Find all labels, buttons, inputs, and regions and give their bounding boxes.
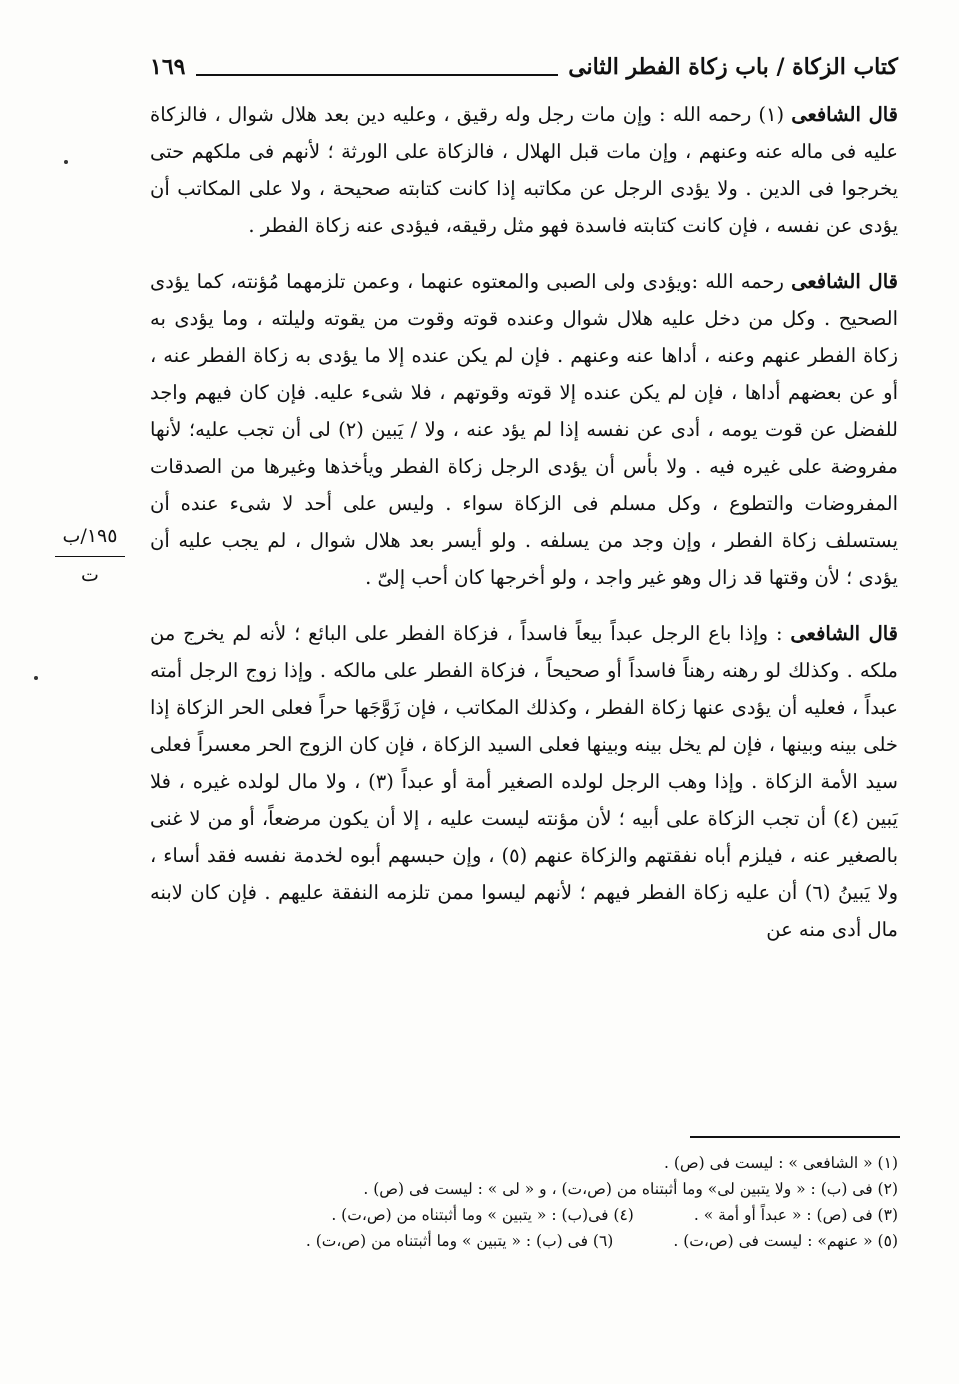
footnote-4: (٤) فى(ب) : « يتبين » وما أثبتناه من (ص،ت) . (331, 1206, 634, 1224)
main-text (150, 96, 898, 967)
footnote-row (150, 1176, 898, 1202)
paragraph-3 (150, 615, 898, 948)
paragraph-text: (١) رحمه الله : وإن مات رجل وله رقيق ، وعليه دين بعد هلال شوال ، فالزكاة عليه فى ماله عنه وعنهم ، وإن مات قبل الهلال ، فالزكاة على الورثة ؛ لأنهم فى ملكهم حتى يخرجوا فى الدين . ولا يؤدى الرجل عن مكاتبه إذا كانت كتابته صحيحة ، ولا على المكاتب أن يؤدى عن نفسه ، فإن كانت كتابته فاسدة فهو مثل رقيقه، فيؤدى عنه زكاة الفطر . (150, 103, 898, 237)
scan-speck (34, 676, 38, 680)
footnote-row (150, 1150, 898, 1176)
footnote-1: (١) « الشافعى » : ليست فى (ص) . (664, 1154, 898, 1172)
page-number: ١٦٩ (150, 54, 186, 80)
header-rule (196, 74, 558, 76)
footnote-2: (٢) فى (ب) : « ولا يتبين لى» وما أثبتناه من (ص،ت) ، و « لى » : ليست فى (ص) . (363, 1180, 898, 1198)
speaker-label: قال الشافعى (790, 622, 899, 645)
paragraph-text: : وإذا باع الرجل عبداً بيعاً فاسداً ، فزكاة الفطر على البائع ؛ لأنه لم يخرج من ملكه . وكذلك لو رهنه رهناً فاسداً أو صحيحاً ، فزكاة الفطر على مالكه . وإذا زوج الرجل أمته عبداً ، فعليه أن يؤدى عنها زكاة الفطر ، وكذلك المكاتب ، فإن زَوَّجَها حراً فعلى الحر الزكاة إذا خلى بينه وبينها ، فإن لم يخل بينه وبينها فعلى السيد الزكاة ، فإن كان الزوج الحر معسراً فعلى سيد الأمة الزكاة . وإذا وهب الرجل لولده الصغير أمة أو عبداً (٣) ، ولا مال لولده غيره ، فلا يَبين (٤) أن تجب الزكاة على أبيه ؛ لأن مؤنته ليست عليه ، إلا أن يكون مرضعاً، أو من لا غنى بالصغير عنه ، فيلزم أباه نفقتهم والزكاة عنهم (٥) ، وإن حبسهم أبوه لخدمة نفسه فقد أساء ، ولا يَبينُ (٦) أن عليه زكاة الفطر فيهم ؛ لأنهم ليسوا ممن تلزمه النفقة عليهم . فإن كان لابنه مال أدى منه عن (150, 622, 898, 941)
speaker-label: قال الشافعى (791, 270, 898, 293)
paragraph-2 (150, 263, 898, 596)
footnote-rule (690, 1136, 900, 1138)
footnote-3: (٣) فى (ص) : « عبداً أو أمة » . (693, 1206, 898, 1224)
footnotes (150, 1150, 898, 1254)
scan-speck (64, 160, 68, 164)
footnote-row (150, 1202, 898, 1228)
paragraph-1 (150, 96, 898, 244)
page-header (150, 50, 898, 90)
manuscript-siglum: ت (81, 564, 99, 586)
folio-reference: ١٩٥/ب (55, 518, 125, 557)
footnote-5: (٥) « عنهم» : ليست فى (ص،ت) . (673, 1232, 898, 1250)
footnote-row (150, 1228, 898, 1254)
paragraph-text: رحمه الله :ويؤدى ولى الصبى والمعتوه عنهما ، وعمن تلزمهما مُؤنته، كما يؤدى الصحيح . وكل من دخل عليه هلال شوال وعنده قوته وقوت من يقوته وليلته ، وما يؤدى به زكاة الفطر عنهم وعنه ، أداها عنه وعنهم . فإن لم يكن عنده إلا ما يؤدى به زكاة الفطر عنه ، أو عن بعضهم أداها ، فإن لم يكن عنده إلا قوته وقوتهم ، فلا شىء عليه. فإن كان فيهم واجد للفضل عن قوت يومه ، أدى عن نفسه إذا لم يؤد عنه ، ولا / يَبين (٢) لى أن تجب عليه؛ لأنها مفروضة على غيره فيه . ولا بأس أن يؤدى الرجل زكاة الفطر ويأخذها وغيرها من الصدقات المفروضات والتطوع ، وكل مسلم فى الزكاة سواء . وليس على أحد لا شىء عنده أن يستسلف زكاة الفطر ، وإن وجد من يسلفه . ولو أيسر بعد هلال شوال ، لم يجب عليه أن يؤدى ؛ لأن وقتها قد زال وهو غير واجد ، ولو أخرجها كان أحب إلىّ . (150, 270, 898, 589)
speaker-label: قال الشافعى (791, 103, 899, 126)
running-title: كتاب الزكاة / باب زكاة الفطر الثانى (568, 54, 898, 80)
footnote-6: (٦) فى (ب) : « يتبين » وما أثبتناه من (ص،ت) . (305, 1232, 614, 1250)
margin-folio-note (55, 518, 125, 593)
